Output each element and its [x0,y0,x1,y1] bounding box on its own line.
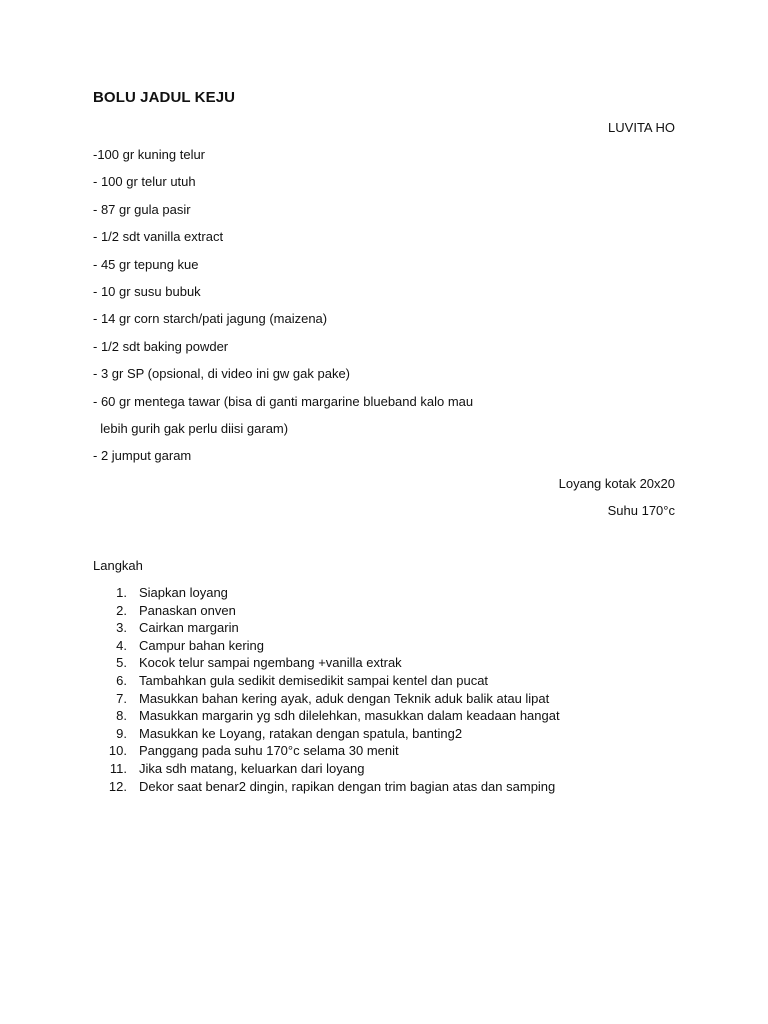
step-text: Masukkan bahan kering ayak, aduk dengan Teknik aduk balik atau lipat [139,690,550,706]
step-text: Panaskan onven [139,602,236,618]
pan-size: Loyang kotak 20x20 [558,476,675,491]
step-number: 11. [109,760,127,776]
ingredient-line: - 2 jumput garam [93,448,192,464]
step-text: Tambahkan gula sedikit demisedikit sampai kentel dan pucat [139,672,489,688]
step-item [93,725,463,744]
step-item [93,708,560,726]
step-item [93,655,402,673]
ingredient-line: - 14 gr corn starch/pati jagung (maizena) [93,311,328,327]
step-item [93,778,556,797]
step-text: Cairkan margarin [139,620,239,636]
ingredient-line: - 1/2 sdt vanilla extract [93,229,224,245]
step-list [93,585,560,796]
step-item [93,620,239,638]
step-item [93,760,365,779]
step-number: 5. [116,655,127,671]
ingredient-line: - 100 gr telur utuh [93,174,196,190]
ingredient-line: - 3 gr SP (opsional, di video ini gw gak pake) [93,366,351,382]
step-text: Panggang pada suhu 170°c selama 30 menit [139,743,399,759]
step-number: 3. [116,620,127,636]
step-text: Siapkan loyang [139,585,228,600]
step-number: 9. [116,725,127,741]
step-number: 8. [116,708,127,724]
ingredient-list [93,147,473,476]
step-number: 10. [108,743,127,759]
step-number: 12. [108,778,127,794]
step-text: Masukkan ke Loyang, ratakan dengan spatula, banting2 [139,725,463,741]
recipe-author: LUVITA HO [608,120,675,135]
ingredient-line: - 60 gr mentega tawar (bisa di ganti margarine blueband kalo mau [93,393,474,409]
ingredient-line: - 1/2 sdt baking powder [93,338,229,354]
step-number: 2. [116,602,127,618]
step-item [93,672,489,691]
ingredient-line: - 45 gr tepung kue [93,256,199,272]
step-text: Jika sdh matang, keluarkan dari loyang [139,760,365,776]
step-item [93,602,236,621]
step-number: 4. [116,637,127,653]
recipe-title: BOLU JADUL KEJU [93,89,236,106]
step-item [93,690,550,709]
step-number: 7. [116,690,127,706]
oven-temperature: Suhu 170°c [607,503,675,518]
step-item [93,637,265,656]
steps-heading: Langkah [93,558,143,573]
step-item [93,743,399,761]
step-item [93,585,228,603]
step-number: 6. [116,672,127,688]
step-number: 1. [116,585,127,600]
ingredient-line: - 87 gr gula pasir [93,201,191,217]
step-text: Kocok telur sampai ngembang +vanilla extrak [139,655,402,671]
ingredient-line: lebih gurih gak perlu diisi garam) [93,420,289,436]
ingredient-line: - 10 gr susu bubuk [93,283,201,299]
step-text: Dekor saat benar2 dingin, rapikan dengan trim bagian atas dan samping [139,778,556,794]
ingredient-line: -100 gr kuning telur [93,147,206,162]
step-text: Masukkan margarin yg sdh dilelehkan, masukkan dalam keadaan hangat [139,708,560,724]
step-text: Campur bahan kering [139,637,265,653]
